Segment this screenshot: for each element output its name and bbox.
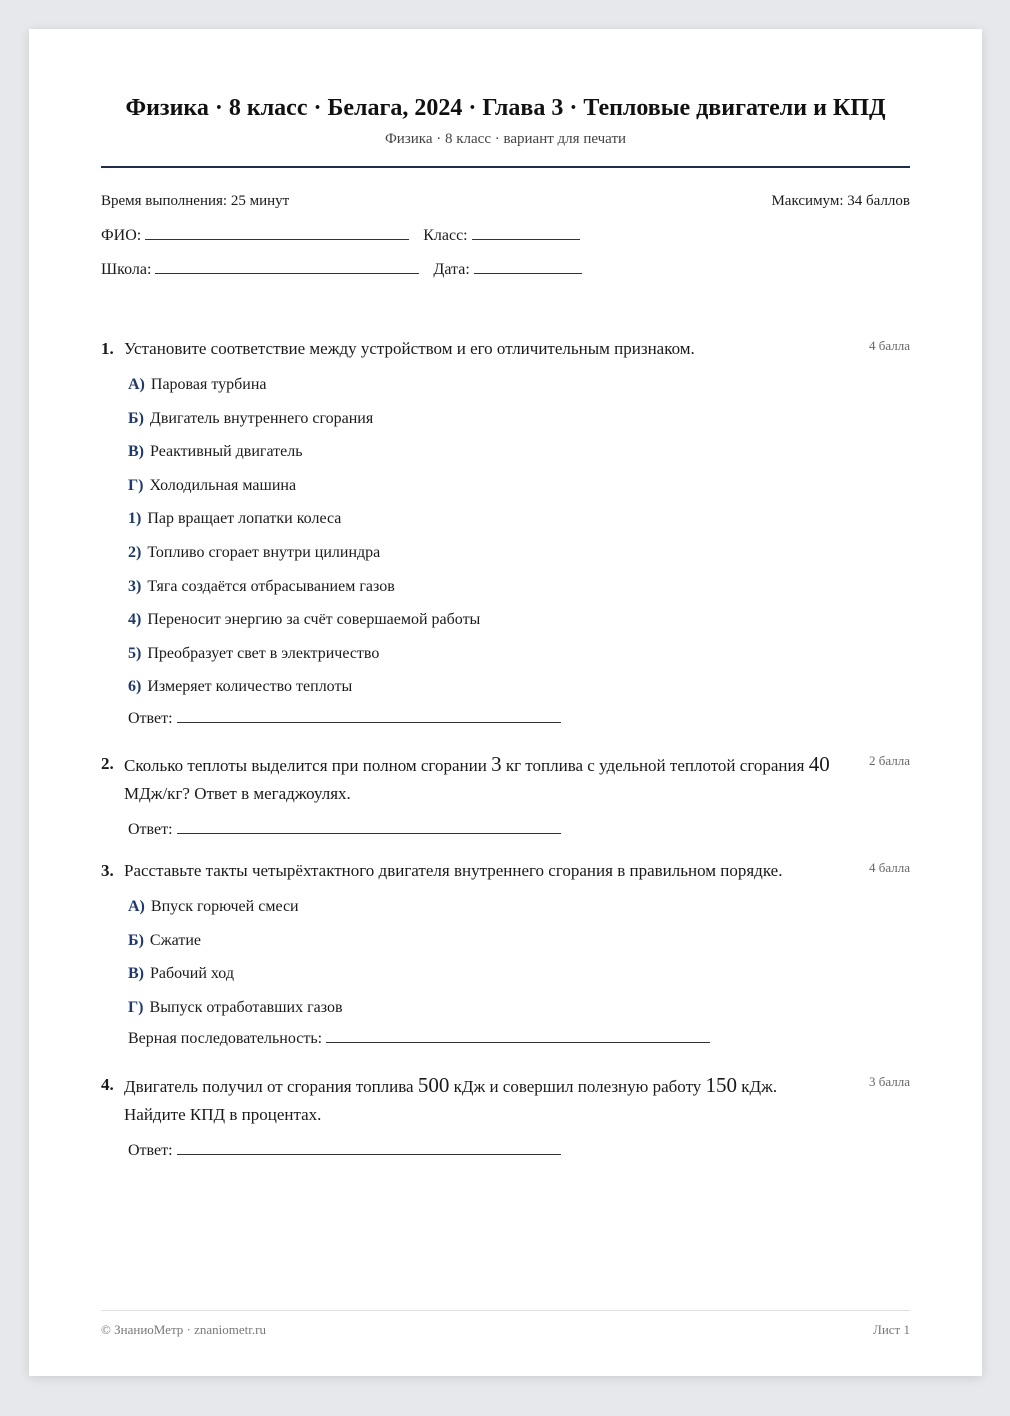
answer-label: Ответ: xyxy=(128,709,173,727)
worksheet-page xyxy=(29,29,982,1376)
question-text: Установите соответствие между устройством и его отличительным признаком. xyxy=(124,339,695,358)
list-item: 1) Пар вращает лопатки колеса xyxy=(128,510,342,528)
question-points: 2 балла xyxy=(869,753,910,768)
question-3-header xyxy=(101,857,910,885)
page-number: Лист 1 xyxy=(873,1322,910,1337)
list-item: Г) Холодильная машина xyxy=(128,476,297,494)
max-score: Максимум: 34 баллов xyxy=(771,193,910,209)
class-label: Класс: xyxy=(423,227,468,244)
answer-row xyxy=(101,815,910,845)
list-item: 5) Преобразует свет в электричество xyxy=(128,644,380,662)
question-4 xyxy=(101,1071,910,1166)
question-number: 4. xyxy=(101,1075,114,1094)
name-field[interactable] xyxy=(145,225,409,240)
answer-field[interactable] xyxy=(177,708,561,723)
list-item: 4) Переносит энергию за счёт совершаемой работы xyxy=(128,611,481,629)
question-points: 3 балла xyxy=(869,1074,910,1089)
list-item: В) Рабочий ход xyxy=(128,965,234,983)
footer-divider xyxy=(101,1310,910,1311)
answer-field[interactable] xyxy=(177,819,561,834)
page-footer xyxy=(101,1322,910,1338)
question-points: 4 балла xyxy=(869,860,910,875)
school-label: Школа: xyxy=(101,261,152,278)
list-item: А) Впуск горючей смеси xyxy=(128,898,299,915)
question-3 xyxy=(101,857,910,1054)
date-label: Дата: xyxy=(433,261,470,278)
page-content xyxy=(101,29,910,1376)
school-date-row xyxy=(101,259,582,279)
answer-field[interactable] xyxy=(326,1028,710,1043)
class-field[interactable] xyxy=(472,225,580,240)
answer-row xyxy=(101,1136,910,1166)
list-item: 2) Топливо сгорает внутри цилиндра xyxy=(128,543,381,561)
answer-label: Ответ: xyxy=(128,1142,173,1159)
question-1-header xyxy=(101,335,910,363)
name-label: ФИО: xyxy=(101,227,142,244)
question-number: 2. xyxy=(101,754,114,773)
school-field[interactable] xyxy=(155,259,419,274)
list-item: В) Реактивный двигатель xyxy=(128,443,303,461)
answer-field[interactable] xyxy=(177,1140,561,1155)
list-item: Г) Выпуск отработавших газов xyxy=(128,998,343,1016)
question-1-items xyxy=(101,368,910,704)
question-text: Двигатель получил от сгорания топлива 500 кДж и совершил полезную работу 150 кДж. Найдите КПД в процентах. xyxy=(124,1073,778,1124)
date-field[interactable] xyxy=(474,259,582,274)
answer-row xyxy=(101,704,910,734)
question-number: 1. xyxy=(101,339,114,358)
question-points: 4 балла xyxy=(869,338,910,353)
page-title: Физика · 8 класс · Белага, 2024 · Глава 3 · Тепловые двигатели и КПД xyxy=(125,95,886,121)
question-2 xyxy=(101,750,910,845)
list-item: Б) Двигатель внутреннего сгорания xyxy=(128,409,374,427)
question-1 xyxy=(101,335,910,734)
meta-row xyxy=(101,193,910,210)
list-item: Б) Сжатие xyxy=(128,931,201,949)
list-item: 6) Измеряет количество теплоты xyxy=(128,678,353,696)
answer-label: Ответ: xyxy=(128,821,173,838)
list-item: 3) Тяга создаётся отбрасыванием газов xyxy=(128,577,395,595)
header-divider xyxy=(101,166,910,168)
page-subtitle: Физика · 8 класс · вариант для печати xyxy=(384,131,627,147)
question-4-header xyxy=(101,1071,910,1129)
question-3-items xyxy=(101,890,910,1024)
time-limit: Время выполнения: 25 минут xyxy=(101,193,290,209)
question-2-header xyxy=(101,750,910,808)
footer-copyright: © ЗнаниоМетр · znaniometr.ru xyxy=(101,1322,266,1337)
question-text: Расставьте такты четырёхтактного двигателя внутреннего сгорания в правильном порядке. xyxy=(124,861,783,880)
name-class-row xyxy=(101,225,580,245)
question-text: Сколько теплоты выделится при полном сгорании 3 кг топлива с удельной теплотой сгорания 40 МДж/кг? Ответ в мегаджоулях. xyxy=(124,752,830,803)
answer-label: Верная последовательность: xyxy=(128,1030,323,1048)
question-number: 3. xyxy=(101,861,114,880)
list-item: А) Паровая турбина xyxy=(128,376,267,393)
answer-row xyxy=(101,1024,910,1054)
